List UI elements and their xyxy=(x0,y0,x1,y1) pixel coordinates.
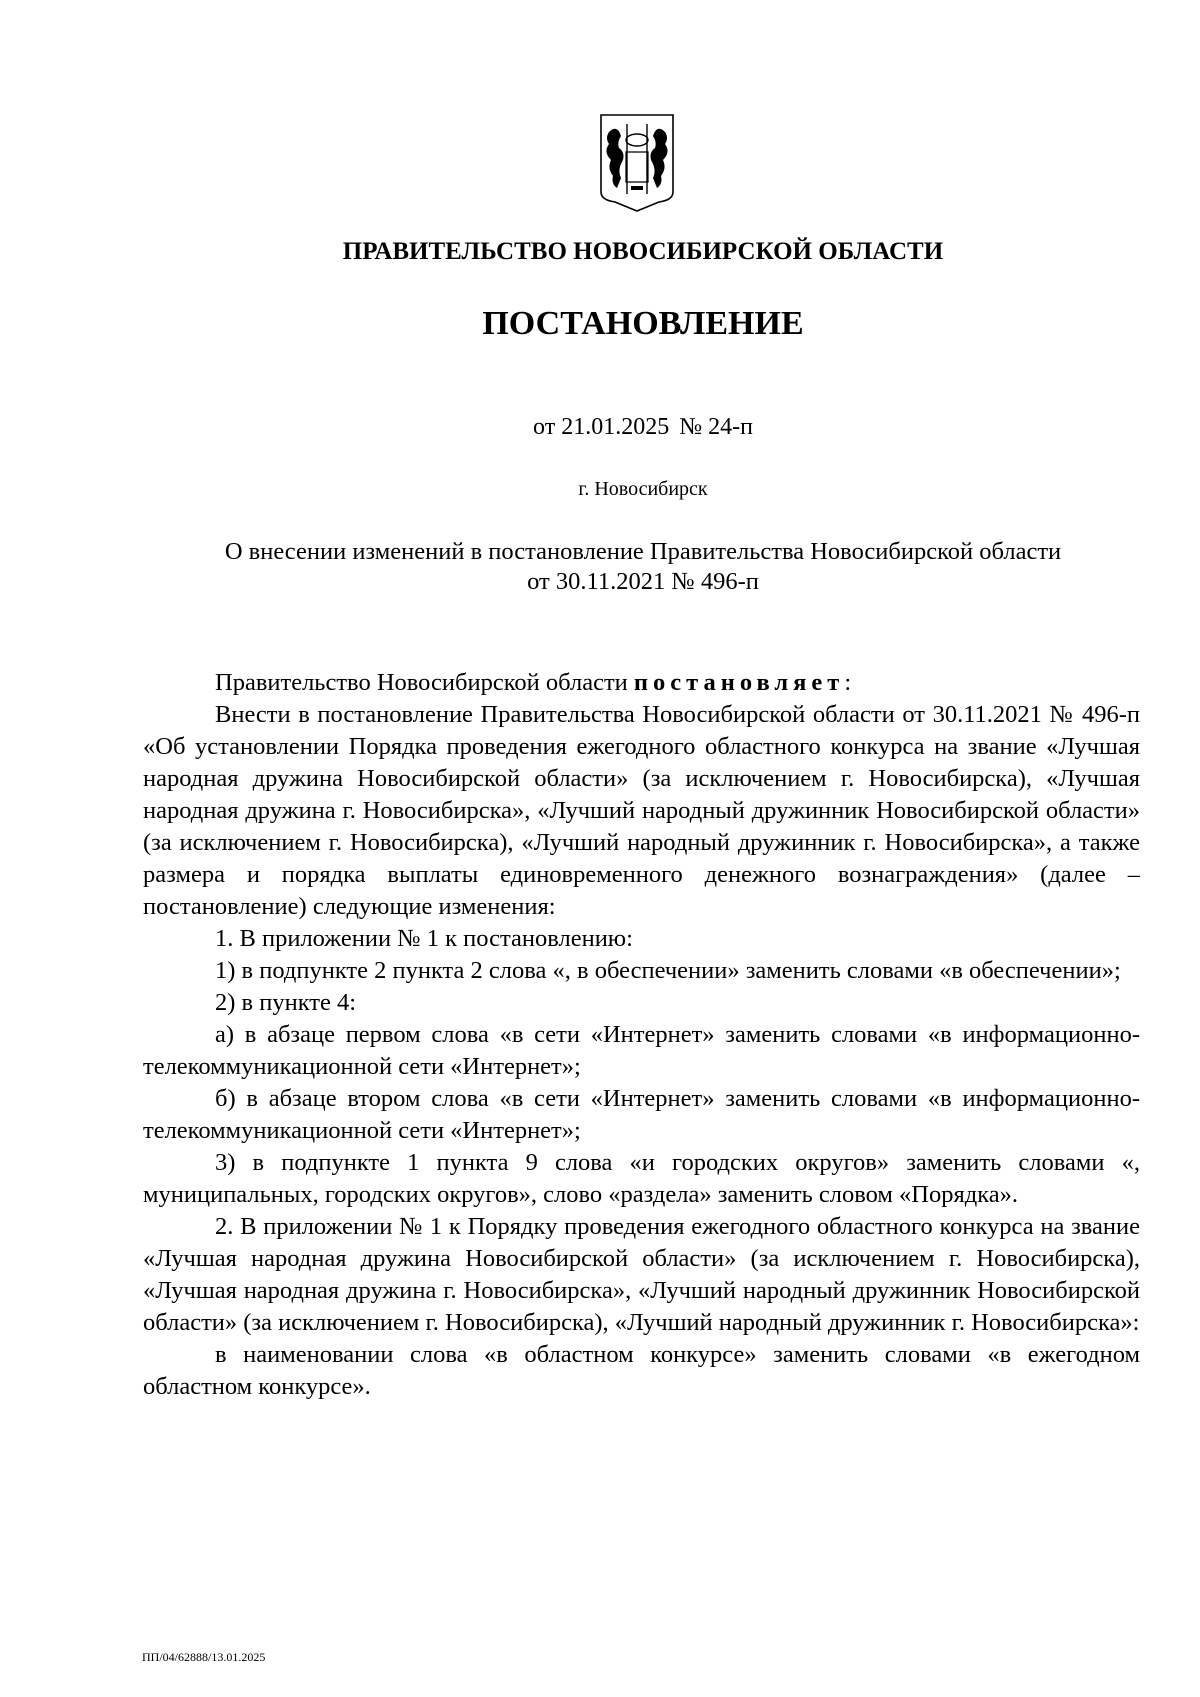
intro-text: Правительство Новосибирской области xyxy=(215,669,628,696)
body-paragraph: 1) в подпункте 2 пункта 2 слова «, в обеспечении» заменить словами «в обеспечении»; xyxy=(215,957,1121,984)
body-paragraph: 2) в пункте 4: xyxy=(215,989,357,1016)
subject-line-2: от 30.11.2021 № 496-п xyxy=(527,568,759,595)
coat-of-arms-icon xyxy=(599,112,675,212)
document-type-title: ПОСТАНОВЛЕНИЕ xyxy=(482,305,804,342)
body-paragraph: б) в абзаце втором слова «в сети «Интернет» заменить словами «в информационно-телекоммуникационной сети «Интернет»; xyxy=(143,1085,1140,1144)
decision-word: постановляет xyxy=(633,669,845,696)
body-paragraph: в наименовании слова «в областном конкурсе» заменить словами «в ежегодном областном конкурсе». xyxy=(143,1341,1140,1400)
document-body xyxy=(143,667,1140,1403)
intro-colon: : xyxy=(844,669,852,696)
city-line: г. Новосибирск xyxy=(578,478,708,500)
subject-line-1: О внесении изменений в постановление Правительства Новосибирской области xyxy=(224,538,1062,565)
body-paragraph: Внести в постановление Правительства Новосибирской области от 30.11.2021 № 496-п «Об установлении Порядка проведения ежегодного областного конкурса на звание «Лучшая народная дружина Новосибирской области» (за исключением г. Новосибирска), «Лучшая народная дружина г. Новосибирска», «Лучший народный дружинник Новосибирской области» (за исключением г. Новосибирска), «Лучший народный дружинник г. Новосибирска», а также размера и порядка выплаты единовременного денежного вознаграждения» (далее – постановление) следующие изменения: xyxy=(143,701,1140,920)
body-paragraph: 2. В приложении № 1 к Порядку проведения ежегодного областного конкурса на звание «Лучшая народная дружина Новосибирской области» (за исключением г. Новосибирска), «Лучшая народная дружина г. Новосибирска», «Лучший народный дружинник Новосибирской области» (за исключением г. Новосибирска), «Лучший народный дружинник г. Новосибирска»: xyxy=(143,1213,1140,1336)
intro-paragraph xyxy=(143,667,1140,699)
document-number: № 24-п xyxy=(679,414,753,440)
body-paragraph: а) в абзаце первом слова «в сети «Интернет» заменить словами «в информационно-телекоммуникационной сети «Интернет»; xyxy=(143,1021,1140,1080)
document-date: от 21.01.2025 xyxy=(533,414,670,440)
body-paragraph: 1. В приложении № 1 к постановлению: xyxy=(215,925,633,952)
footer-code: ПП/04/62888/13.01.2025 xyxy=(142,1650,266,1664)
body-paragraph: 3) в подпункте 1 пункта 9 слова «и городских округов» заменить словами «, муниципальных, городских округов», слово «раздела» заменить словом «Порядка». xyxy=(143,1149,1140,1208)
organization-title: ПРАВИТЕЛЬСТВО НОВОСИБИРСКОЙ ОБЛАСТИ xyxy=(342,238,944,265)
document-subject xyxy=(150,537,1136,597)
date-number-line xyxy=(0,414,1200,441)
